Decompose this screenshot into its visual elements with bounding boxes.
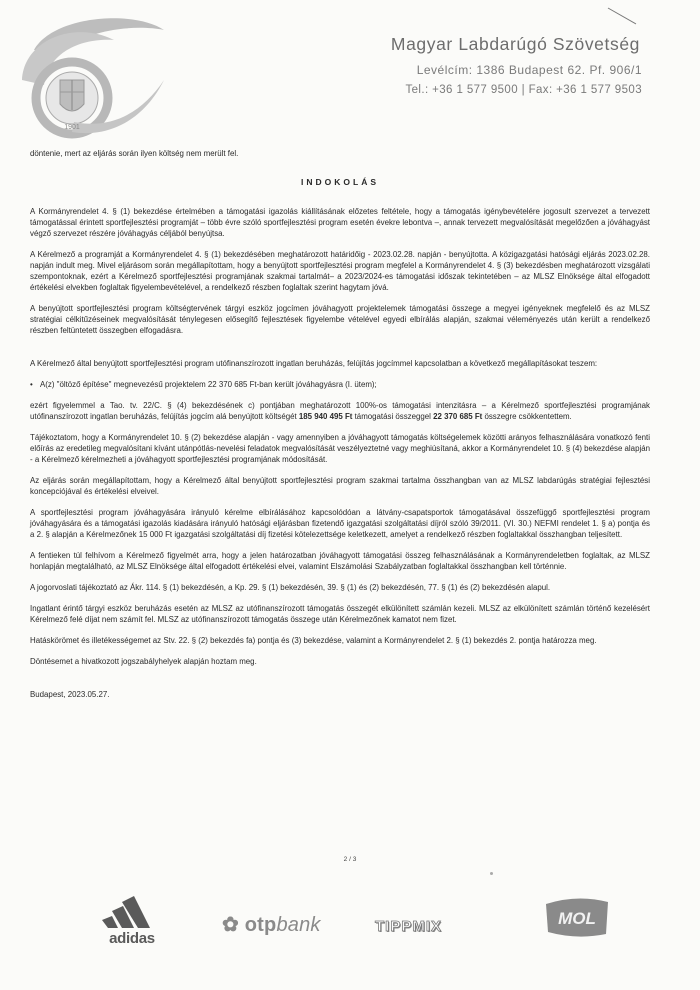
paragraph: Tájékoztatom, hogy a Kormányrendelet 10. § (2) bekezdése alapján - vagy amennyiben a jóváhagyott támogatás költségelemek közötti arányos felhasználására vonatkozó fenti előírás az eredetileg megvalósítani kívánt utánpótlás-nevelési feladatok megvalósítását veszélyeztetné vagy meghiúsítaná, akkor a Kormányrendelet 10. § (4) bekezdése alapján - a Kérelmező kérelmezheti a jóváhagyott sportfejlesztési programjának módosítását. — [30, 433, 650, 464]
list-item: • A(z) "öltöző építése" megnevezésű projektelem 22 370 685 Ft-ban került jóváhagyásra (I. ütem); — [30, 379, 650, 390]
paragraph: A benyújtott sportfejlesztési program költségtervének tárgyi eszköz jogcímen jóváhagyott projektelemek támogatási összege a megyei igényeknek megfelelő és az MLSZ stratégiai célkitűzéseinek megvalósítását ténylegesen elősegítő fejlesztések figyelembe vételével egyedi elbírálás alapján, szakmai véleményezés után került a rendelkező részben feltüntetett összegben elfogadásra. — [30, 304, 650, 335]
paragraph: A Kormányrendelet 4. § (1) bekezdése értelmében a támogatási igazolás kiállításának előzetes feltétele, hogy a támogatás igénybevételére jogosult szervezet a tervezett támogatással érintett sportfejlesztési programját – több évre szóló sportfejlesztési program esetén évekre lebontva –, annak tervezett megvalósítását megelőzően a jóváhagyást végző szervezet részére jóváhagyás céljából benyújtsa. — [30, 207, 650, 238]
amount-approved: 22 370 685 Ft — [433, 412, 483, 421]
section-heading: INDOKOLÁS — [301, 177, 379, 187]
adidas-logo — [92, 890, 172, 950]
svg-text:MOL: MOL — [558, 909, 596, 928]
otp-wordmark-bold: otp — [244, 914, 277, 936]
contact-line: Tel.: +36 1 577 9500 | Fax: +36 1 577 9503 — [405, 84, 642, 96]
document-body — [30, 148, 650, 710]
tippmix-logo — [375, 918, 442, 936]
paragraph: Döntésemet a hivatkozott jogszabályhelyek alapján hoztam meg. — [30, 657, 257, 666]
paragraph: A jogorvoslati tájékoztató az Ákr. 114. § (1) bekezdésén, a Kp. 29. § (1) bekezdésén, 39. § (1) és (2) bekezdésén, 77. § (1) és (2) bekezdésén alapul. — [30, 583, 551, 592]
otp-wordmark-light: bank — [276, 914, 321, 936]
text: összegre csökkentettem. — [482, 412, 572, 421]
corner-mark — [606, 6, 640, 26]
mol-logo — [540, 894, 614, 940]
otp-swirl-icon: ✿ — [222, 914, 239, 936]
paragraph-amounts — [30, 400, 650, 422]
adidas-wordmark: adidas — [109, 930, 155, 947]
sponsor-bar — [0, 890, 700, 960]
paragraph: A sportfejlesztési program jóváhagyására irányuló kérelme elbírálásához kapcsolódóan a látvány-csapatsportok támogatásával összefüggő sportfejlesztési program jóváhagyására és a támogatási igazolás kiadására irányuló hatósági eljárásban fizetendő igazgatási szolgáltatási díjról szóló 39/2011. (VI. 30.) NEFMI rendelet 1. § a) pontja és a 2. § alapján a Kérelmezőnek 15 000 Ft igazgatási szolgáltatási díj fizetési kötelezettsége keletkezett, amelyet a rendelkező részben foglaltakkal összhangban teljesített. — [30, 508, 650, 539]
paragraph: Ingatlant érintő tárgyi eszköz beruházás esetén az MLSZ az utófinanszírozott támogatás összegét elkülönített számlán kezeli. MLSZ az elkülönített számlán történő kezelésért Kérelmező felé díjat nem számít fel. MLSZ az utófinanszírozott támogatás összege után Kérelmezőnek kamatot nem fizet. — [30, 604, 650, 624]
paragraph: A fentieken túl felhívom a Kérelmező figyelmét arra, hogy a jelen határozatban jóváhagyott támogatási összeg felhasználásának a Kormányrendeletben foglaltak, az MLSZ honlapján megtalálható, az MLSZ Elnöksége által elfogadott értékelési elvei, valamint Elszámolási Szabályzatban foglaltakkal összhangban kell történnie. — [30, 551, 650, 571]
otpbank-logo — [222, 912, 321, 937]
paragraph: A Kérelmező által benyújtott sportfejlesztési program utófinanszírozott ingatlan beruházás, felújítás jogcímmel kapcsolatban a következő megállapításokat teszem: — [30, 359, 598, 368]
scan-speck — [490, 872, 493, 875]
postal-address: Levélcím: 1386 Budapest 62. Pf. 906/1 — [416, 63, 642, 77]
adidas-stripes-icon — [92, 890, 172, 930]
tippmix-wordmark: TIPPMIX — [375, 918, 443, 935]
letterhead — [0, 0, 700, 131]
organization-name: Magyar Labdarúgó Szövetség — [390, 34, 640, 54]
paragraph: A Kérelmező a programját a Kormányrendelet 4. § (1) bekezdésében meghatározott határidőig - 2023.02.28. napján - benyújtotta. A közigazgatási hatósági eljárás 2023.02.28. napján indult meg. Mivel eljárásom során megállapítottam, hogy a benyújtott sportfejlesztési program megfelel a Kormányrendelet 4. § (3) bekezdésben meghatározott vizsgálati szempontoknak, ezért a Kérelmező sportfejlesztési programjának szakmai tartalmát– a 2023/2024-es támogatási időszak tekintetében – az MLSZ Elnöksége által elfogadott értékelési elvekben foglaltak figyelembevételével, a rendelkező részben foglaltak szerint hagytam jóvá. — [30, 250, 650, 292]
svg-text:1901: 1901 — [64, 124, 80, 131]
paragraph: Hatáskörömet és illetékességemet az Stv. 22. § (2) bekezdés fa) pontja és (3) bekezdése, valamint a Kormányrendelet 2. § (1) bekezdés 2. pontja határozza meg. — [30, 636, 597, 645]
date-line: Budapest, 2023.05.27. — [30, 690, 110, 699]
page-number: 2 / 3 — [343, 856, 357, 863]
paragraph: Az eljárás során megállapítottam, hogy a Kérelmező által benyújtott sportfejlesztési program szakmai tartalma összhangban van az MLSZ labdarúgás stratégiai fejlesztési koncepciójával és értékelési elveivel. — [30, 476, 650, 496]
paragraph-continuation: döntenie, mert az eljárás során ilyen költség nem merült fel. — [30, 149, 239, 158]
mlsz-logo — [14, 10, 174, 140]
text: támogatási összeggel — [352, 412, 434, 421]
text: ezért figyelemmel a Tao. tv. 22/C. § (4) bekezdésének c) pontjában meghatározott 100%-os támogatási intenzitásra – a Kérelmező sportfejlesztési programjának utófinanszírozott ingatlan beruházás, felújítás jogcím alá benyújtott költségét — [30, 401, 650, 421]
amount-requested: 185 940 495 Ft — [298, 412, 353, 421]
